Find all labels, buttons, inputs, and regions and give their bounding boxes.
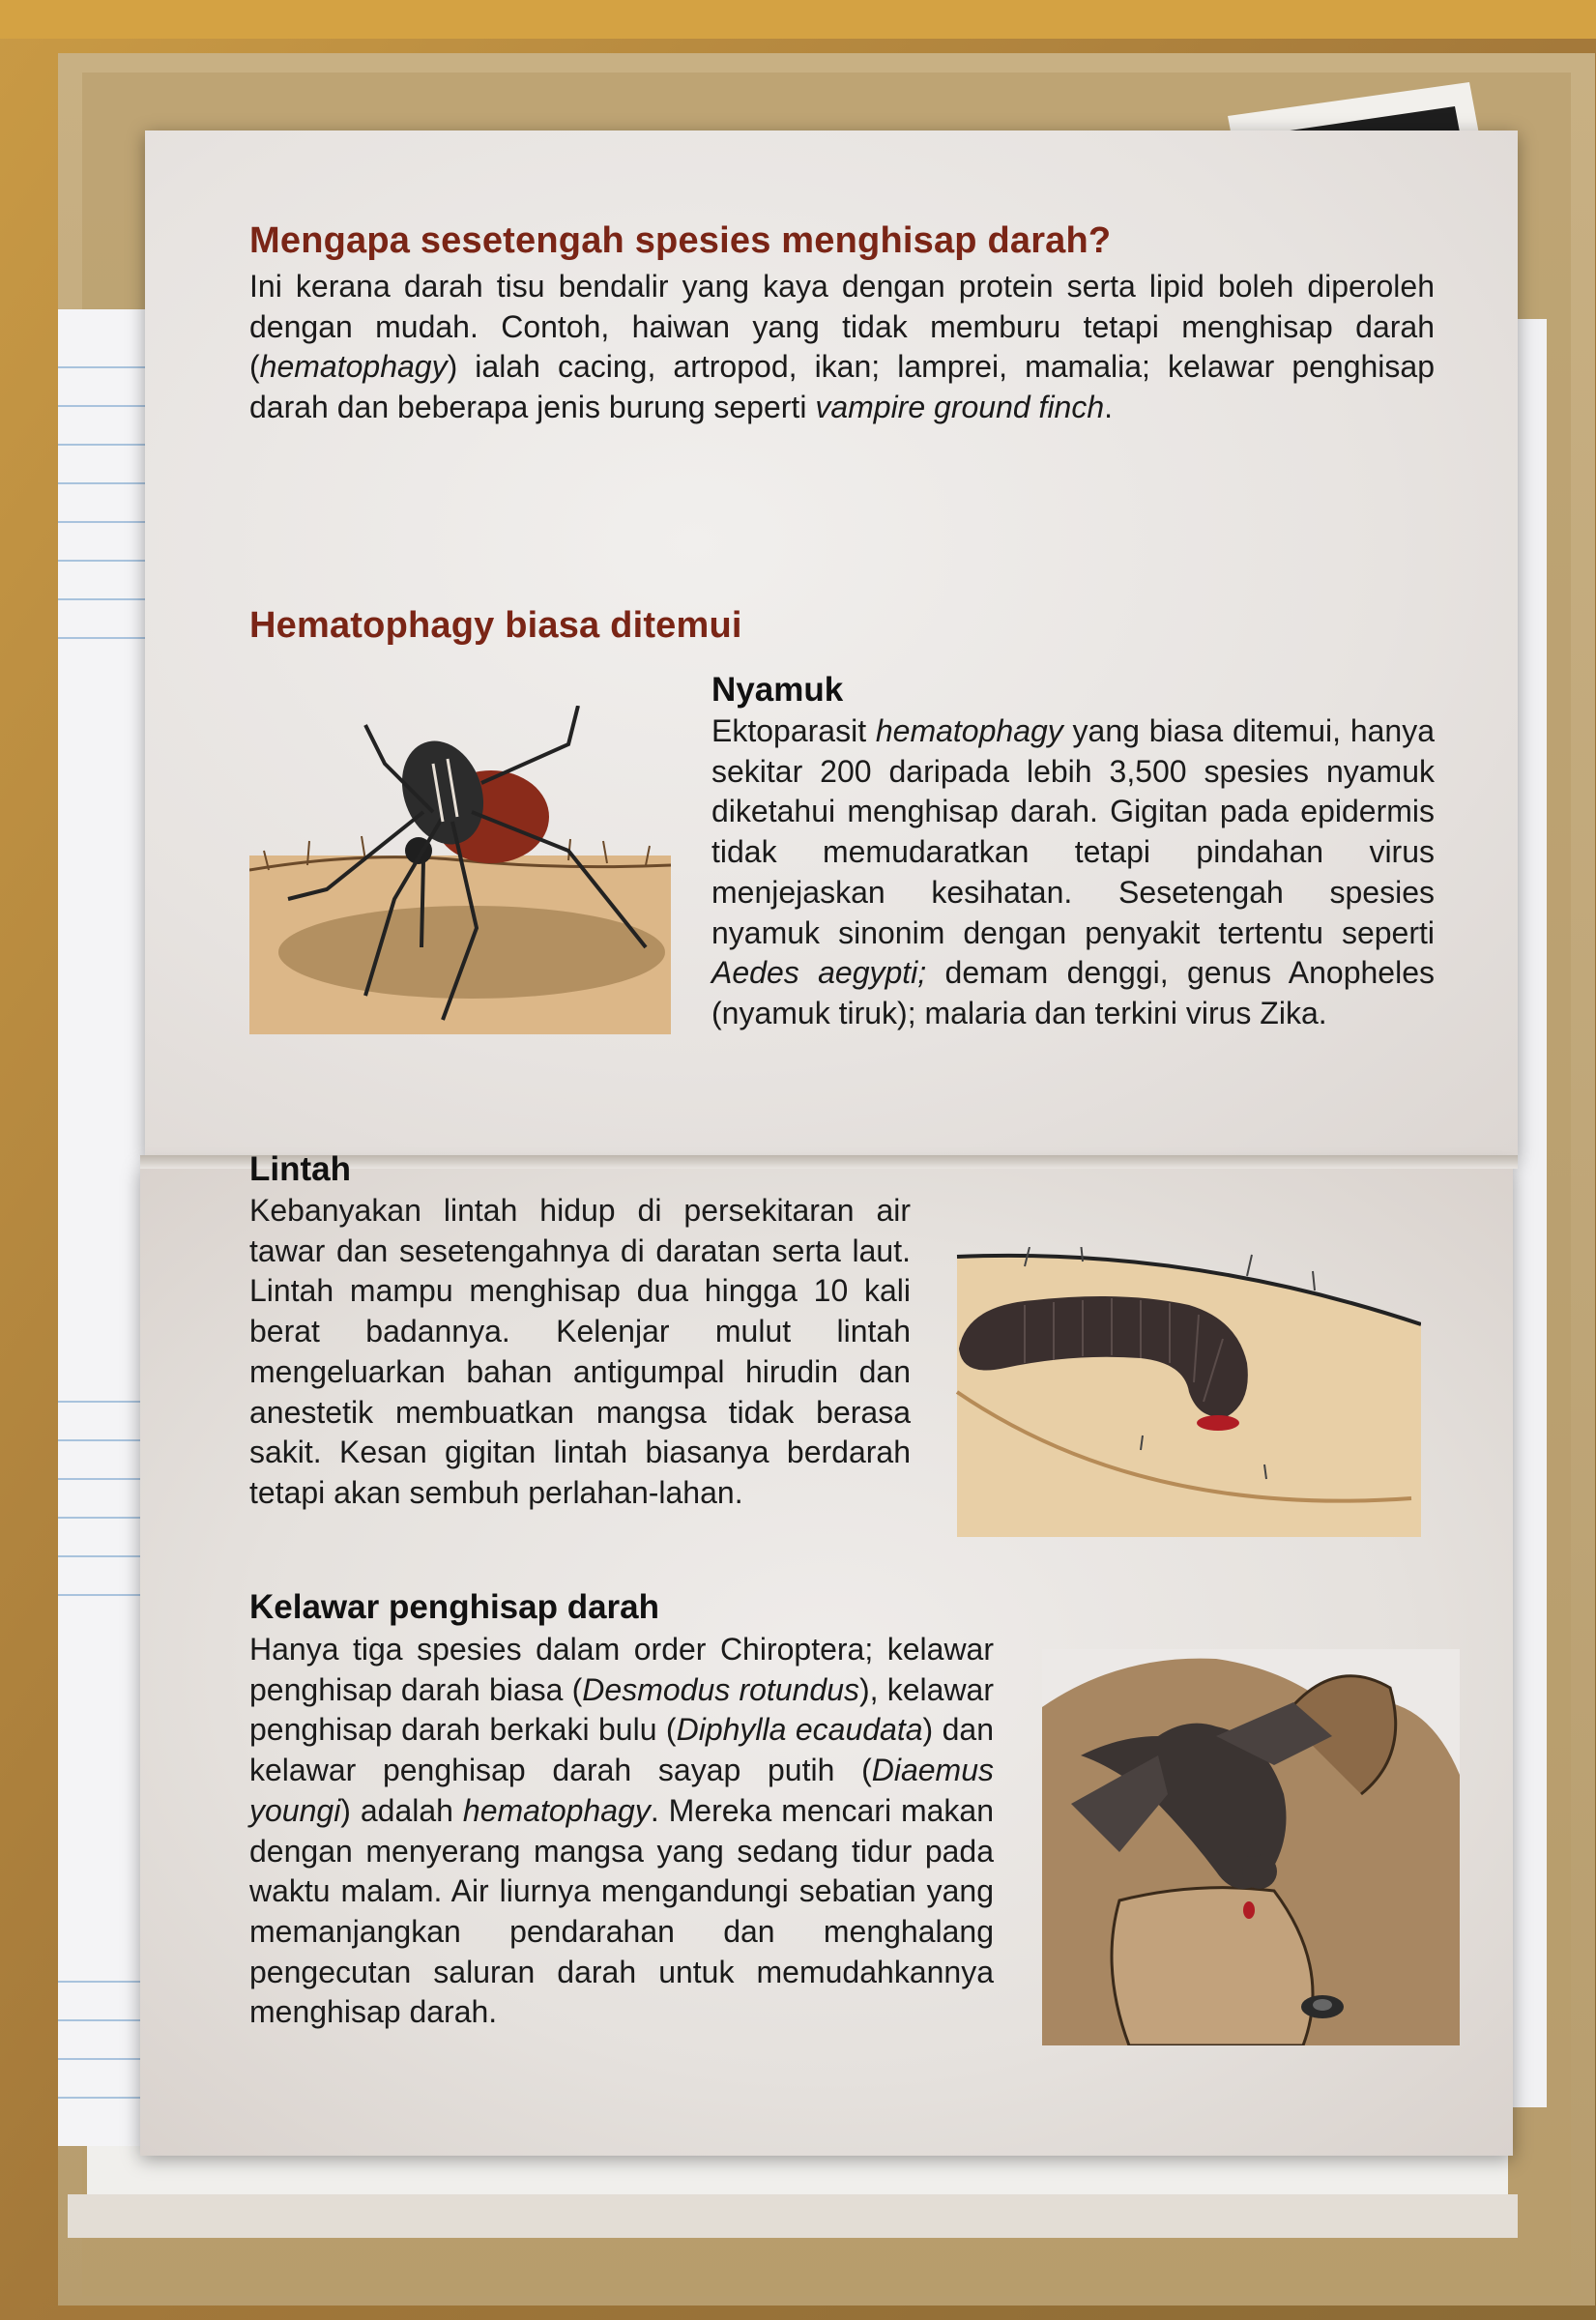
paragraph-kelawar — [249, 1630, 994, 2033]
text-segment: Ektoparasit — [711, 713, 876, 748]
italic-term: Desmodus rotundus — [582, 1671, 859, 1707]
italic-term: hematophagy — [259, 349, 448, 385]
italic-term: Aedes aegypti; — [711, 955, 927, 991]
title-nyamuk: Nyamuk — [711, 671, 844, 709]
mosquito-illustration — [249, 706, 671, 1034]
text-segment: yang biasa ditemui, hanya sekitar 200 daripada lebih 3,500 spesies nyamuk diketahui menghisap darah. Gigitan pada epidermis tidak memudaratkan tetapi pindahan virus menjejaskan kesihatan. Sesetengah spesies nyamuk sinonim dengan penyakit tertentu seperti — [711, 713, 1436, 950]
italic-term: Diaemus youngi — [249, 1753, 994, 1828]
text-segment: ) ialah cacing, artropod, ikan; lamprei, mamalia; kelawar penghisap darah dan beberapa jenis burung seperti — [249, 349, 1435, 425]
italic-term: Diphylla ecaudata — [676, 1712, 923, 1748]
text-segment: Ini kerana darah tisu bendalir yang kaya dengan protein serta lipid boleh diperoleh dengan mudah. Contoh, haiwan yang tidak memburu tetapi menghisap darah ( — [249, 269, 1435, 385]
italic-term: hematophagy — [462, 1792, 651, 1828]
heading-hematophagy: Hematophagy biasa ditemui — [249, 605, 742, 646]
text-segment: . Mereka mencari makan dengan menyerang mangsa yang sedang tidur pada waktu malam. Air liurnya mengandungi sebatian yang memanjangkan pendarahan dan menghalang pengecutan saluran darah untuk memudahkannya menghisap darah. — [249, 1792, 995, 2030]
paragraph-nyamuk — [711, 711, 1435, 1034]
text-segment: ) dan kelawar penghisap darah sayap putih ( — [249, 1712, 995, 1788]
italic-term: vampire ground finch — [815, 390, 1105, 425]
paragraph-lintah — [249, 1191, 911, 1514]
text-segment: ) adalah — [340, 1792, 463, 1828]
text-segment: ), kelawar penghisap darah berkaki bulu ( — [249, 1671, 994, 1748]
text-segment: demam denggi, genus Anopheles (nyamuk tiruk); malaria dan terkini virus Zika. — [711, 955, 1436, 1030]
title-kelawar: Kelawar penghisap darah — [249, 1588, 660, 1626]
paragraph-why-suck-blood — [249, 267, 1435, 428]
title-lintah: Lintah — [249, 1150, 351, 1188]
heading-why-suck-blood: Mengapa sesetengah spesies menghisap darah? — [249, 220, 1112, 261]
text-segment: Kebanyakan lintah hidup di persekitaran air tawar dan sesetengahnya di daratan serta laut. Lintah mampu menghisap dua hingga 10 kali berat badannya. Kelenjar mulut lintah mengeluarkan bahan antigumpal hirudin dan anestetik membuatkan mangsa tidak berasa sakit. Kesan gigitan lintah biasanya berdarah tetapi akan sembuh perlahan-lahan. — [249, 1193, 911, 1510]
text-segment: Hanya tiga spesies dalam order Chiroptera; kelawar penghisap darah biasa ( — [249, 1632, 994, 1707]
italic-term: hematophagy — [875, 713, 1063, 748]
leech-illustration — [947, 1247, 1421, 1537]
vampire-bat-illustration — [1042, 1649, 1460, 2045]
text-segment: . — [1104, 390, 1114, 425]
